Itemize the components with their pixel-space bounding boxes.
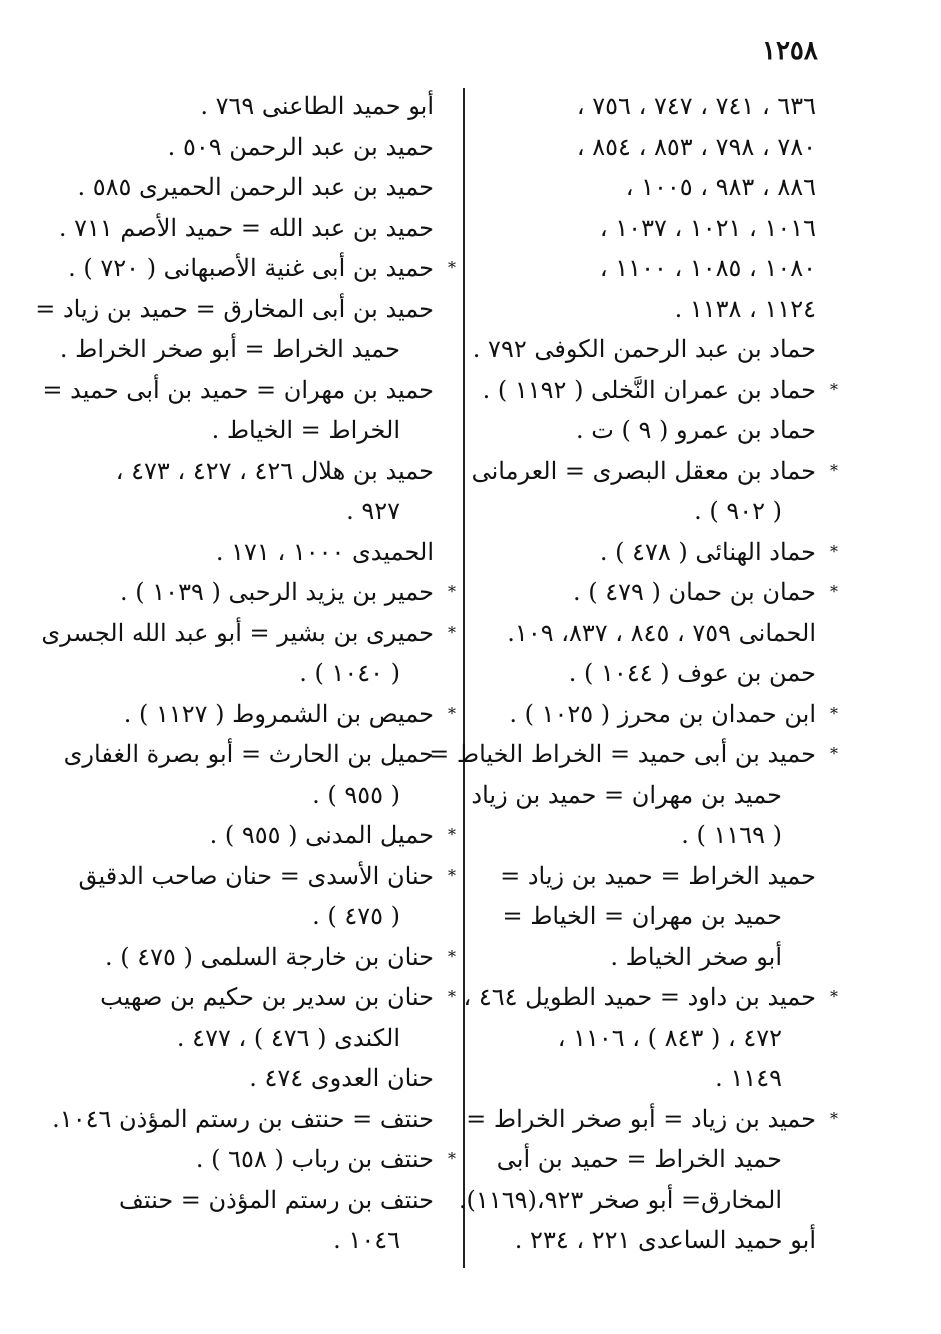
entry-text: ٦٣٦ ، ٧٤١ ، ٧٤٧ ، ٧٥٦ ، xyxy=(576,92,816,120)
index-entry-line xyxy=(35,289,434,330)
entry-text: حمير بن يزيد الرحبى ( ١٠٣٩ ) . xyxy=(120,578,434,606)
entry-marker: * xyxy=(448,865,456,885)
index-entry-line xyxy=(96,1018,434,1059)
entry-text: حميد بن عبد الله = حميد الأصم ٧١١ . xyxy=(58,213,434,242)
entry-text: ١١٤٩ . xyxy=(715,1064,782,1092)
index-entry-line xyxy=(96,1220,434,1261)
entry-text: حمن بن عوف ( ١٠٤٤ ) . xyxy=(568,659,816,687)
index-entry-line xyxy=(96,1180,434,1221)
index-entry-line xyxy=(96,896,434,937)
index-entry-line xyxy=(486,815,816,856)
entry-text: حميد بن أبى المخارق = حميد بن زياد = xyxy=(35,294,434,323)
entry-text: حميد الخراط = حميد بن زياد = xyxy=(500,861,816,890)
index-entry-line xyxy=(486,127,816,168)
entry-text: حنان العدوى ٤٧٤ . xyxy=(249,1064,434,1092)
entry-text: حنان بن خارجة السلمى ( ٤٧٥ ) . xyxy=(104,942,434,971)
index-entry-line xyxy=(96,410,434,451)
entry-text: حنتف بن رباب ( ٦٥٨ ) . xyxy=(195,1145,434,1173)
entry-text: ابن حمدان بن محرز ( ١٠٢٥ ) . xyxy=(509,699,816,728)
index-entry-line xyxy=(486,86,816,127)
index-entry-line xyxy=(77,167,434,208)
entry-text: حميد بن مهران = حميد بن زياد xyxy=(471,780,782,809)
index-entry-line xyxy=(486,694,838,735)
index-entry-line xyxy=(63,734,434,775)
entry-text: ( ٤٧٥ ) . xyxy=(312,902,400,930)
entry-text: ( ١٠٤٠ ) . xyxy=(299,659,400,687)
entry-marker: * xyxy=(448,258,456,277)
entry-text: حنتف بن رستم المؤذن = حنتف xyxy=(118,1185,434,1214)
entry-marker: * xyxy=(830,1108,838,1128)
entry-text: ( ٩٥٥ ) . xyxy=(312,780,400,809)
entry-text: الخراط = الخياط . xyxy=(211,416,400,444)
index-entry-line xyxy=(96,127,434,168)
entry-marker: * xyxy=(448,987,456,1006)
index-entry-line xyxy=(458,1180,816,1221)
entry-text: حميل بن الحارث = أبو بصرة الغفارى xyxy=(63,740,434,768)
index-entry-line xyxy=(486,1139,816,1180)
entry-text: حمان بن حمان ( ٤٧٩ ) . xyxy=(572,578,816,606)
index-entry-line xyxy=(466,1099,838,1140)
entry-text: حميد بن أبى حميد = الخراط الخياط = xyxy=(429,740,816,768)
index-entry-line xyxy=(486,208,816,249)
entry-text: حميد بن أبى غنية الأصبهانى ( ٧٢٠ ) . xyxy=(68,254,434,282)
index-entry-line xyxy=(486,1058,816,1099)
index-entry-line xyxy=(96,815,456,856)
entry-text: حميد بن عبد الرحمن ٥٠٩ . xyxy=(167,132,434,161)
entry-text: ١٠٨٠ ، ١٠٨٥ ، ١١٠٠ ، xyxy=(599,254,816,282)
entry-marker: * xyxy=(448,946,456,966)
entry-marker: * xyxy=(448,825,456,844)
index-entry-line xyxy=(486,896,816,937)
index-entry-line xyxy=(96,694,456,735)
index-entry-line xyxy=(41,613,456,654)
entry-marker: * xyxy=(448,703,456,723)
index-entry-line xyxy=(96,491,434,532)
entry-text: حميد الخراط = أبو صخر الخراط . xyxy=(59,335,400,363)
entry-text: الكندى ( ٤٧٦ ) ، ٤٧٧ . xyxy=(176,1023,400,1052)
index-entry-line xyxy=(486,1220,816,1261)
index-entry-line xyxy=(486,167,816,208)
entry-marker: * xyxy=(830,582,838,601)
left-column xyxy=(35,86,456,1261)
entry-marker: * xyxy=(830,703,838,723)
index-entry-line xyxy=(52,1099,434,1140)
index-entry-line xyxy=(96,1058,434,1099)
entry-text: حميل المدنى ( ٩٥٥ ) . xyxy=(209,821,434,849)
entry-text: حميص بن الشمروط ( ١١٢٧ ) . xyxy=(123,699,434,728)
entry-text: حماد بن عبد الرحمن الكوفى ٧٩٢ . xyxy=(472,335,816,363)
index-entry-line xyxy=(472,329,816,370)
index-entry-line xyxy=(96,451,434,492)
entry-text: المخارق= أبو صخر ٩٢٣،(١١٦٩). xyxy=(458,1185,782,1214)
index-entry-line xyxy=(463,977,838,1018)
entry-marker: * xyxy=(830,460,838,480)
index-entry-line xyxy=(486,532,838,573)
entry-marker: * xyxy=(448,1149,456,1168)
entry-text: أبو صخر الخياط . xyxy=(610,942,782,971)
entry-text: حميد بن هلال ٤٢٦ ، ٤٢٧ ، ٤٧٣ ، xyxy=(115,456,434,485)
index-entry-line xyxy=(471,451,838,492)
index-entry-line xyxy=(471,775,816,816)
entry-marker: * xyxy=(448,582,456,601)
entry-text: حماد بن عمرو ( ٩ ) ت . xyxy=(576,416,816,444)
entry-text: أبو حميد الطاعنى ٧٦٩ . xyxy=(200,92,434,120)
entry-text: ٤٧٢ ، ( ٨٤٣ ) ، ١١٠٦ ، xyxy=(557,1023,782,1052)
index-entry-line xyxy=(429,734,838,775)
entry-text: حميد بن مهران = حميد بن أبى حميد = xyxy=(42,375,434,404)
entry-text: ٩٢٧ . xyxy=(346,497,400,525)
entry-text: حماد بن معقل البصرى = العرمانى xyxy=(471,456,816,485)
index-entry-line xyxy=(96,572,456,613)
index-entry-line xyxy=(96,1139,456,1180)
index-entry-line xyxy=(68,248,456,289)
index-entry-line xyxy=(96,775,434,816)
entry-text: حنان بن سدير بن حكيم بن صهيب xyxy=(100,983,434,1011)
entry-text: حماد بن عمران النَّخلى ( ١١٩٢ ) . xyxy=(482,375,816,404)
entry-text: ١٠١٦ ، ١٠٢١ ، ١٠٣٧ ، xyxy=(599,213,816,242)
entry-text: ١٠٤٦ . xyxy=(333,1226,400,1254)
entry-text: حميد الخراط = حميد بن أبى xyxy=(496,1145,782,1173)
index-entry-line xyxy=(486,856,816,897)
index-entry-line xyxy=(58,208,434,249)
entry-text: الحميدى ١٠٠٠ ، ١٧١ . xyxy=(215,537,434,566)
entry-text: حنتف = حنتف بن رستم المؤذن ١٠٤٦. xyxy=(52,1104,434,1133)
entry-text: أبو حميد الساعدى ٢٢١ ، ٢٣٤ . xyxy=(514,1226,816,1254)
entry-marker: * xyxy=(830,379,838,399)
index-entry-line xyxy=(42,370,434,411)
entry-marker: * xyxy=(448,622,456,642)
index-entry-line xyxy=(59,329,434,370)
entry-text: ( ١١٦٩ ) . xyxy=(681,821,782,849)
entry-text: ( ٩٠٢ ) . xyxy=(694,497,782,525)
entry-text: ٨٨٦ ، ٩٨٣ ، ١٠٠٥ ، xyxy=(625,173,816,201)
entry-text: حميرى بن بشير = أبو عبد الله الجسرى xyxy=(41,618,434,647)
index-entry-line xyxy=(96,977,456,1018)
entry-marker: * xyxy=(830,541,838,561)
right-column xyxy=(429,86,838,1261)
index-entry-line xyxy=(96,86,434,127)
entry-text: حميد بن عبد الرحمن الحميرى ٥٨٥ . xyxy=(77,173,434,201)
index-entry-line xyxy=(486,572,838,613)
page-number: ١٢٥٨ xyxy=(762,36,818,66)
entry-text: ٧٨٠ ، ٧٩٨ ، ٨٥٣ ، ٨٥٤ ، xyxy=(576,132,816,161)
entry-text: حميد بن داود = حميد الطويل ٤٦٤ ، xyxy=(463,983,816,1011)
index-entry-line xyxy=(486,289,816,330)
index-entry-line xyxy=(78,856,456,897)
entry-text: حنان الأسدى = حنان صاحب الدقيق xyxy=(78,861,434,890)
index-entry-line xyxy=(96,937,456,978)
index-entry-line xyxy=(486,937,816,978)
index-entry-line xyxy=(486,1018,816,1059)
index-entry-line xyxy=(96,532,434,573)
entry-text: حميد بن مهران = الخياط = xyxy=(502,902,782,930)
index-entry-line xyxy=(486,248,816,289)
entry-marker: * xyxy=(830,987,838,1006)
index-entry-line xyxy=(486,653,816,694)
entry-text: الحمانى ٧٥٩ ، ٨٤٥ ، ٨٣٧، ١٠٩. xyxy=(507,618,816,647)
index-entry-line xyxy=(96,653,434,694)
index-entry-line xyxy=(486,491,816,532)
entry-text: ١١٢٤ ، ١١٣٨ . xyxy=(674,294,816,323)
entry-text: حميد بن زياد = أبو صخر الخراط = xyxy=(466,1104,816,1133)
column-divider xyxy=(463,88,465,1268)
index-entry-line xyxy=(482,370,838,411)
entry-text: حماد الهنائى ( ٤٧٨ ) . xyxy=(599,537,816,566)
entry-marker: * xyxy=(830,744,838,763)
index-entry-line xyxy=(486,613,816,654)
index-entry-line xyxy=(486,410,816,451)
